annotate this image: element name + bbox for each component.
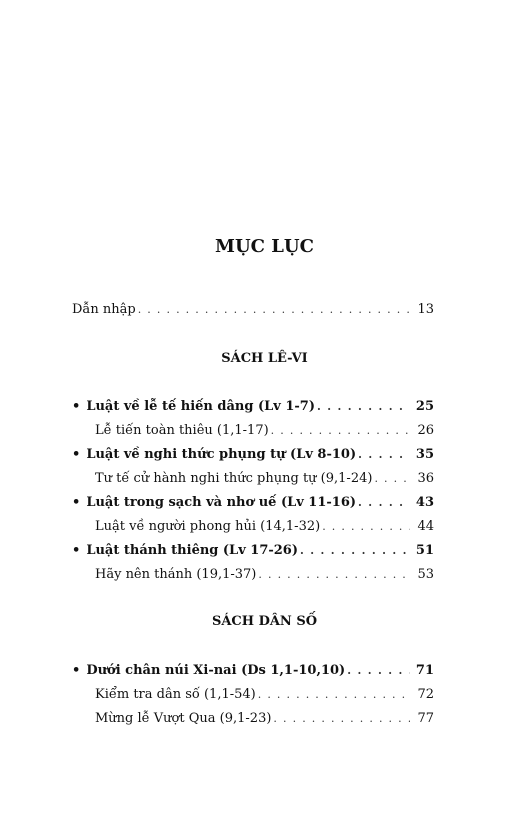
toc-page-number: 51 <box>415 543 434 558</box>
toc-subentry <box>95 711 434 726</box>
dot-leader <box>322 520 410 533</box>
toc-subentry-label: Tư tế cử hành nghi thức phụng tự (9,1-24) <box>95 471 373 486</box>
bullet-icon: • <box>72 447 81 462</box>
toc-entry-label: Luật về lễ tế hiến dâng (Lv 1-7) <box>86 399 315 414</box>
toc-subentry-label: Kiểm tra dân số (1,1-54) <box>95 687 256 702</box>
toc-subentry <box>95 519 434 534</box>
toc-entry <box>72 663 434 678</box>
dot-leader <box>258 688 410 701</box>
toc-subentry-label: Luật về người phong hủi (14,1-32) <box>95 519 321 534</box>
toc-subentry-label: Hãy nên thánh (19,1-37) <box>95 567 257 582</box>
dot-leader <box>300 544 410 557</box>
dot-leader <box>358 448 410 461</box>
toc-entry-intro <box>72 302 434 317</box>
toc-page-number: 53 <box>417 567 434 582</box>
dot-leader <box>358 496 410 509</box>
bullet-icon: • <box>72 399 81 414</box>
toc-entry-label: Luật thánh thiêng (Lv 17-26) <box>86 543 299 558</box>
toc-page-number: 35 <box>415 447 434 462</box>
dot-leader <box>258 568 410 581</box>
toc-entry-label: Dưới chân núi Xi-nai (Ds 1,1-10,10) <box>86 663 346 678</box>
dot-leader <box>347 664 410 677</box>
toc-subentry <box>95 687 434 702</box>
toc-subentry-label: Mừng lễ Vượt Qua (9,1-23) <box>95 711 272 726</box>
toc-entry <box>72 447 434 462</box>
toc-subentry <box>95 567 434 582</box>
bullet-icon: • <box>72 543 81 558</box>
page-title: MỤC LỤC <box>215 236 314 257</box>
toc-subentry <box>95 423 434 438</box>
toc-page-number: 13 <box>417 302 434 317</box>
dot-leader <box>317 400 410 413</box>
toc-page-number: 72 <box>417 687 434 702</box>
toc-page-number: 71 <box>415 663 434 678</box>
toc-page-number: 44 <box>417 519 434 534</box>
toc-subentry-label: Lễ tiến toàn thiêu (1,1-17) <box>95 423 269 438</box>
toc-entry-label: Dẫn nhập <box>72 302 136 317</box>
toc-page-number: 36 <box>417 471 434 486</box>
toc-entry-label: Luật về nghi thức phụng tự (Lv 8-10) <box>86 447 357 462</box>
bullet-icon: • <box>72 663 81 678</box>
bullet-icon: • <box>72 495 81 510</box>
toc-entry <box>72 495 434 510</box>
toc-page-number: 25 <box>415 399 434 414</box>
toc-entry <box>72 399 434 414</box>
dot-leader <box>271 424 410 437</box>
toc-page-number: 77 <box>417 711 434 726</box>
toc-page-number: 43 <box>415 495 434 510</box>
dot-leader <box>138 303 410 316</box>
toc-entry <box>72 543 434 558</box>
section-heading-numbers: SÁCH DÂN SỐ <box>211 614 318 629</box>
section-heading-leviticus: SÁCH LÊ-VI <box>221 351 308 366</box>
dot-leader <box>273 712 410 725</box>
dot-leader <box>374 472 410 485</box>
toc-subentry <box>95 471 434 486</box>
toc-page-number: 26 <box>417 423 434 438</box>
toc-entry-label: Luật trong sạch và nhơ uế (Lv 11-16) <box>86 495 357 510</box>
